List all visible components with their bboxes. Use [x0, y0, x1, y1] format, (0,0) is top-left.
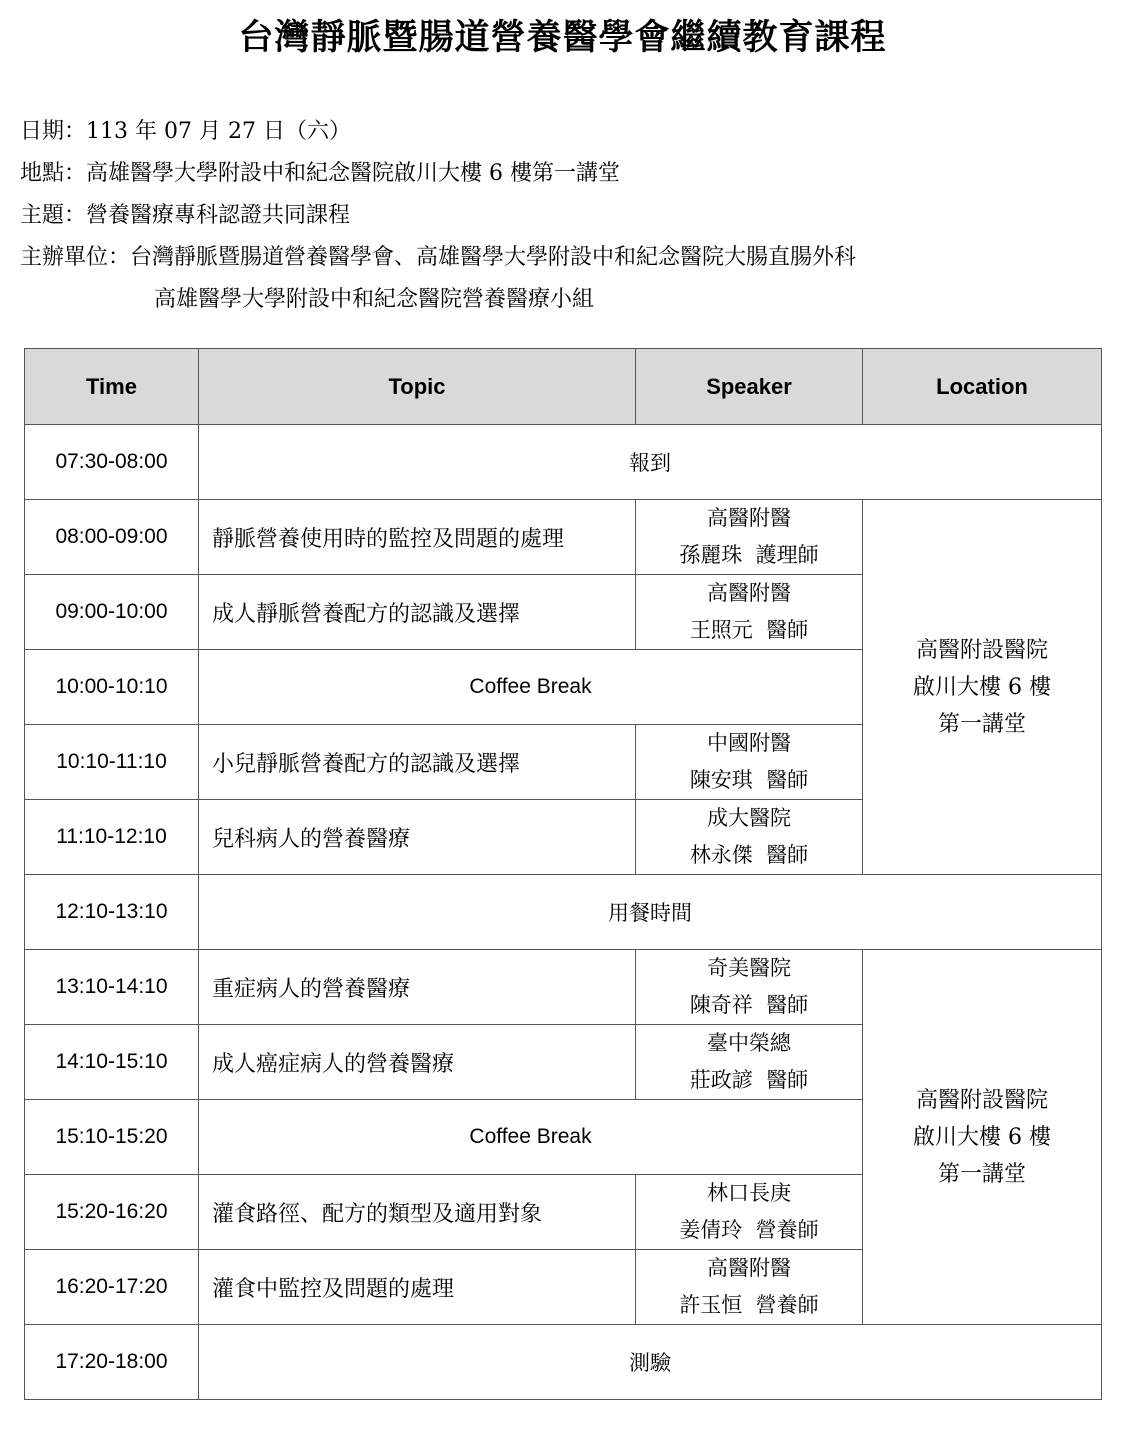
topic-cell: 重症病人的營養醫療	[199, 950, 636, 1025]
time-cell: 17:20-18:00	[25, 1325, 199, 1400]
speaker-name: 林永傑 醫師	[689, 843, 809, 867]
organizer-label: 主辦單位：	[20, 245, 131, 270]
speaker-org: 高醫附醫	[707, 581, 791, 605]
topic-cell: 成人癌症病人的營養醫療	[199, 1025, 636, 1100]
speaker-cell	[636, 500, 863, 575]
time-cell: 14:10-15:10	[25, 1025, 199, 1100]
speaker-name: 莊政諺 醫師	[689, 1068, 809, 1092]
location-line-1: 高醫附設醫院	[915, 637, 1048, 663]
location-line-1: 高醫附設醫院	[915, 1087, 1048, 1113]
speaker-name: 許玉恒 營養師	[679, 1293, 819, 1317]
location-line-2: 啟川大樓 6 樓	[913, 674, 1051, 700]
theme-line	[20, 201, 350, 231]
header-time: Time	[25, 349, 199, 425]
header-topic: Topic	[199, 349, 636, 425]
time-cell: 10:00-10:10	[25, 650, 199, 725]
speaker-org: 奇美醫院	[707, 956, 791, 980]
table-header-row	[25, 349, 1102, 425]
location-cell-morning	[863, 500, 1102, 875]
topic-cell: 成人靜脈營養配方的認識及選擇	[199, 575, 636, 650]
time-cell: 08:00-09:00	[25, 500, 199, 575]
speaker-cell	[636, 1175, 863, 1250]
speaker-name: 陳安琪 醫師	[689, 768, 809, 792]
location-line-3: 第一講堂	[937, 1161, 1026, 1187]
speaker-name: 王照元 醫師	[689, 618, 809, 642]
coffee-break-cell: Coffee Break	[199, 1100, 863, 1175]
place-value: 高雄醫學大學附設中和紀念醫院啟川大樓 6 樓第一講堂	[86, 161, 621, 186]
page-title: 台灣靜脈暨腸道營養醫學會繼續教育課程	[238, 18, 887, 58]
speaker-cell	[636, 950, 863, 1025]
table-row	[25, 950, 1102, 1025]
header-location: Location	[863, 349, 1102, 425]
date-value: 113 年 07 月 27 日（六）	[86, 119, 351, 144]
table-row	[25, 500, 1102, 575]
time-cell: 10:10-11:10	[25, 725, 199, 800]
speaker-cell	[636, 1025, 863, 1100]
location-cell-afternoon	[863, 950, 1102, 1325]
table-row	[25, 875, 1102, 950]
coffee-break-cell: Coffee Break	[199, 650, 863, 725]
speaker-name: 姜倩玲 營養師	[679, 1218, 819, 1242]
speaker-org: 高醫附醫	[707, 1256, 791, 1280]
header-speaker: Speaker	[636, 349, 863, 425]
place-label: 地點：	[20, 161, 87, 186]
speaker-org: 成大醫院	[707, 806, 791, 830]
theme-value: 營養醫療專科認證共同課程	[86, 203, 351, 228]
speaker-cell	[636, 575, 863, 650]
time-cell: 09:00-10:00	[25, 575, 199, 650]
speaker-org: 林口長庚	[707, 1181, 791, 1205]
lunch-cell: 用餐時間	[199, 875, 1102, 950]
date-label: 日期：	[20, 119, 87, 144]
schedule-table	[24, 348, 1102, 1400]
organizer-value-1: 台灣靜脈暨腸道營養醫學會、高雄醫學大學附設中和紀念醫院大腸直腸外科	[130, 245, 857, 270]
topic-cell: 灌食中監控及問題的處理	[199, 1250, 636, 1325]
organizer-value-2: 高雄醫學大學附設中和紀念醫院營養醫療小組	[154, 287, 595, 312]
time-cell: 16:20-17:20	[25, 1250, 199, 1325]
place-line	[20, 159, 620, 189]
topic-cell: 兒科病人的營養醫療	[199, 800, 636, 875]
topic-cell: 小兒靜脈營養配方的認識及選擇	[199, 725, 636, 800]
time-cell: 07:30-08:00	[25, 425, 199, 500]
location-line-2: 啟川大樓 6 樓	[913, 1124, 1051, 1150]
registration-cell: 報到	[199, 425, 1102, 500]
topic-cell: 灌食路徑、配方的類型及適用對象	[199, 1175, 636, 1250]
time-cell: 11:10-12:10	[25, 800, 199, 875]
organizer-line-2	[154, 285, 594, 315]
speaker-cell	[636, 1250, 863, 1325]
organizer-line	[20, 243, 856, 273]
speaker-org: 臺中榮總	[707, 1031, 791, 1055]
table-row	[25, 1325, 1102, 1400]
speaker-cell	[636, 725, 863, 800]
time-cell: 15:20-16:20	[25, 1175, 199, 1250]
time-cell: 13:10-14:10	[25, 950, 199, 1025]
time-cell: 12:10-13:10	[25, 875, 199, 950]
location-line-3: 第一講堂	[937, 711, 1026, 737]
speaker-org: 高醫附醫	[707, 506, 791, 530]
exam-cell: 測驗	[199, 1325, 1102, 1400]
speaker-name: 孫麗珠 護理師	[679, 543, 819, 567]
speaker-cell	[636, 800, 863, 875]
topic-cell: 靜脈營養使用時的監控及問題的處理	[199, 500, 636, 575]
speaker-name: 陳奇祥 醫師	[689, 993, 809, 1017]
theme-label: 主題：	[20, 203, 87, 228]
date-line	[20, 117, 351, 147]
speaker-org: 中國附醫	[707, 731, 791, 755]
time-cell: 15:10-15:20	[25, 1100, 199, 1175]
table-row	[25, 425, 1102, 500]
